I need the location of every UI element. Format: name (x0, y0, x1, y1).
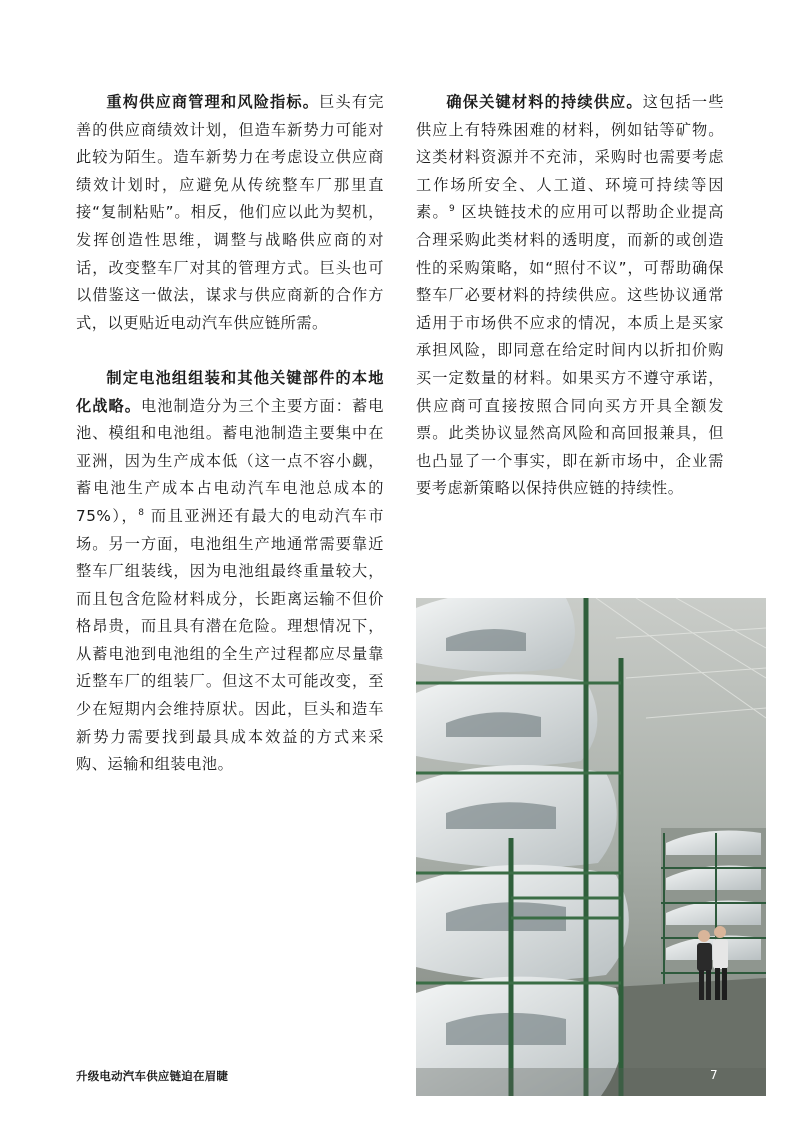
footer-title: 升级电动汽车供应链迫在眉睫 (76, 1069, 229, 1083)
section-critical-materials (416, 89, 724, 503)
factory-illustration (416, 598, 766, 1096)
section-heading: 确保关键材料的持续供应。 (446, 93, 643, 111)
section-heading: 制定电池组组装和其他关键部件的本地化战略。 (76, 368, 384, 415)
section-supplier-management (76, 89, 384, 337)
factory-photo (416, 598, 766, 1096)
section-body-continued: 区块链技术的应用可以帮助企业提高合理采购此类材料的透明度，而新的或创造性的采购策略，如“照付不议”，可帮助确保整车厂必要材料的持续供应。这些协议通常适用于市场供不应求的情况，本质上是买家承担风险，即同意在给定时间内以折扣价购买一定数量的材料。如果买方不遵守承诺，供应商可直接按照合同向买方开具全额发票。此类协议显然高风险和高回报兼具，但也凸显了一个事实，即在新市场中，企业需要考虑新策略以保持供应链的持续性。 (416, 203, 724, 498)
section-body: 电池制造分为三个主要方面：蓄电池、模组和电池组。蓄电池制造主要集中在亚洲，因为生产成本低（这一点不容小觑，蓄电池生产成本占电动汽车电池总成本的75%）， (76, 396, 385, 525)
page-number: 7 (710, 1068, 718, 1082)
footnote-ref[interactable]: 8 (138, 507, 145, 518)
section-heading: 重构供应商管理和风险指标。 (106, 93, 320, 111)
section-battery-localization (76, 365, 384, 779)
footnote-ref[interactable]: 9 (448, 204, 456, 215)
section-body-continued: 而且亚洲还有最大的电动汽车市场。另一方面，电池组生产地通常需要靠近整车厂组装线，因为电池组最终重量较大，而且包含危险材料成分，长距离运输不但价格昂贵，而且具有潜在危险。理想情况下，从蓄电池到电池组的全生产过程都应尽量靠近整车厂的组装厂。但这不太可能改变，至少在短期内会维持原状。因此，巨头和造车新势力需要找到最具成本效益的方式来采购、运输和组装电池。 (76, 506, 384, 774)
left-column (76, 89, 384, 806)
section-body: 这包括一些供应上有特殊困难的材料，例如钴等矿物。这类材料资源并不充沛，采购时也需要考虑工作场所安全、人工道、环境可持续等因素。 (416, 93, 724, 222)
section-body: 巨头有完善的供应商绩效计划，但造车新势力可能对此较为陌生。造车新势力在考虑设立供应商绩效计划时，应避免从传统整车厂那里直接“复制粘贴”。相反，他们应以此为契机，发挥创造性思维，调整与战略供应商的对话，改变整车厂对其的管理方式。巨头也可以借鉴这一做法，谋求与供应商新的合作方式，以更贴近电动汽车供应链所需。 (76, 93, 384, 332)
right-column (416, 89, 724, 531)
